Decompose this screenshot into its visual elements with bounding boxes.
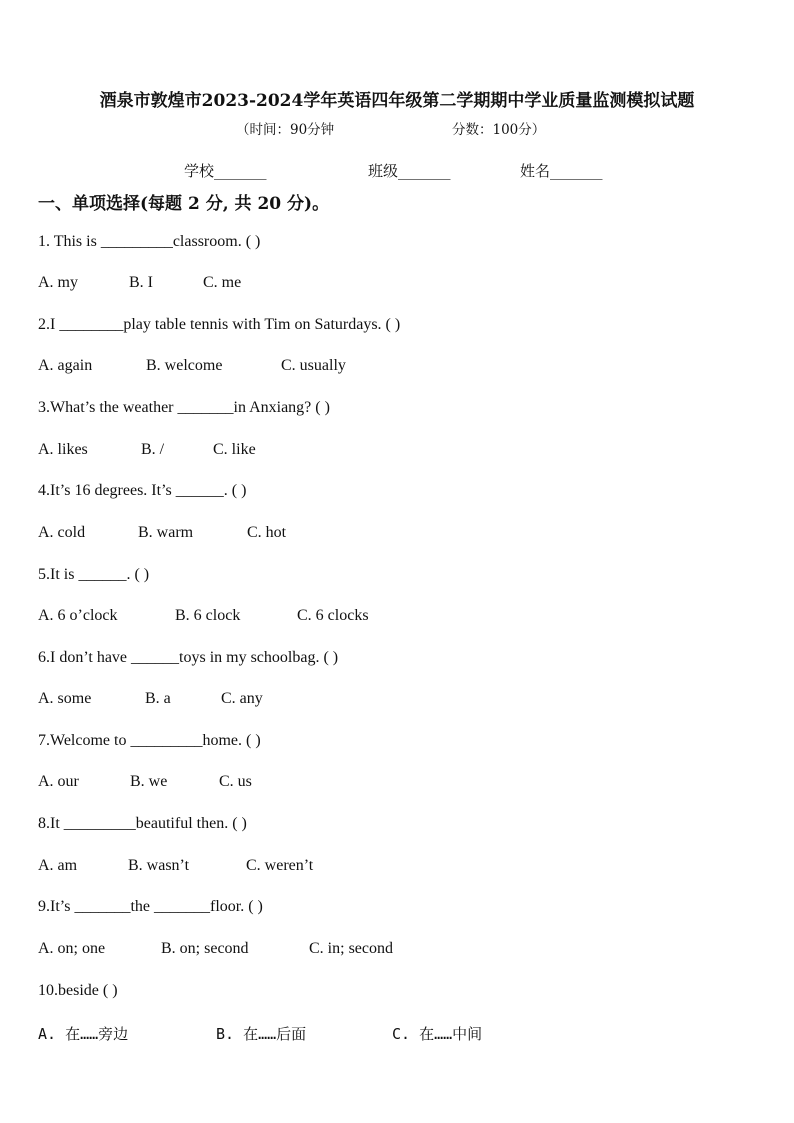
- option-c: C. 在……中间: [392, 1025, 483, 1043]
- option-c: C. 6 clocks: [297, 607, 369, 624]
- option-b: B. wasn’t: [128, 857, 190, 874]
- option-c: C. me: [203, 274, 242, 291]
- exam-title: 酒泉市敦煌市2023-2024学年英语四年级第二学期期中学业质量监测模拟试题: [99, 91, 695, 111]
- option-c: C. hot: [247, 524, 287, 541]
- option-b: B. /: [141, 441, 165, 458]
- question-stem: 3.What’s the weather _______in Anxiang? ( ): [38, 399, 330, 416]
- option-b: B. we: [130, 773, 168, 790]
- question-stem: 8.It _________beautiful then. ( ): [38, 815, 247, 832]
- option-a: A. on; one: [38, 940, 106, 957]
- option-a: A. am: [38, 857, 78, 874]
- option-c: C. in; second: [309, 940, 393, 957]
- option-a: A. some: [38, 690, 92, 707]
- option-b: B. warm: [138, 524, 194, 541]
- option-c: C. us: [219, 773, 252, 790]
- option-a: A. cold: [38, 524, 86, 541]
- option-a: A. my: [38, 274, 78, 291]
- question-stem: 6.I don’t have ______toys in my schoolbag. ( ): [38, 649, 339, 666]
- option-c: C. like: [213, 441, 256, 458]
- question-stem: 5.It is ______. ( ): [38, 566, 150, 583]
- school-field: 学校_______: [184, 162, 267, 180]
- option-b: B. 6 clock: [175, 607, 241, 624]
- question-stem: 1. This is _________classroom. ( ): [38, 233, 261, 250]
- option-a: A. our: [38, 773, 79, 790]
- option-b: B. on; second: [161, 940, 249, 957]
- option-a: A. 6 o’clock: [38, 607, 118, 624]
- question-stem: 9.It’s _______the _______floor. ( ): [38, 898, 263, 915]
- name-field: 姓名_______: [520, 162, 603, 180]
- option-a: A. again: [38, 357, 93, 374]
- option-c: C. weren’t: [246, 857, 314, 874]
- option-c: C. usually: [281, 357, 346, 374]
- question-stem: 2.I ________play table tennis with Tim on Saturdays. ( ): [38, 316, 401, 333]
- option-b: B. welcome: [146, 357, 223, 374]
- option-a: A. likes: [38, 441, 88, 458]
- option-b: B. I: [129, 274, 153, 291]
- option-c: C. any: [221, 690, 263, 707]
- question-stem: 4.It’s 16 degrees. It’s ______. ( ): [38, 482, 247, 499]
- question-stem: 7.Welcome to _________home. ( ): [38, 732, 261, 749]
- option-b: B. a: [145, 690, 171, 707]
- section-title: 一、单项选择(每题 2 分, 共 20 分)。: [38, 194, 330, 214]
- option-b: B. 在……后面: [216, 1025, 307, 1043]
- class-field: 班级_______: [368, 162, 451, 180]
- question-stem: 10.beside ( ): [38, 982, 118, 999]
- time-info: （时间：90分钟: [236, 122, 335, 138]
- option-a: A. 在……旁边: [38, 1025, 129, 1043]
- score-info: 分数：100分）: [452, 122, 546, 138]
